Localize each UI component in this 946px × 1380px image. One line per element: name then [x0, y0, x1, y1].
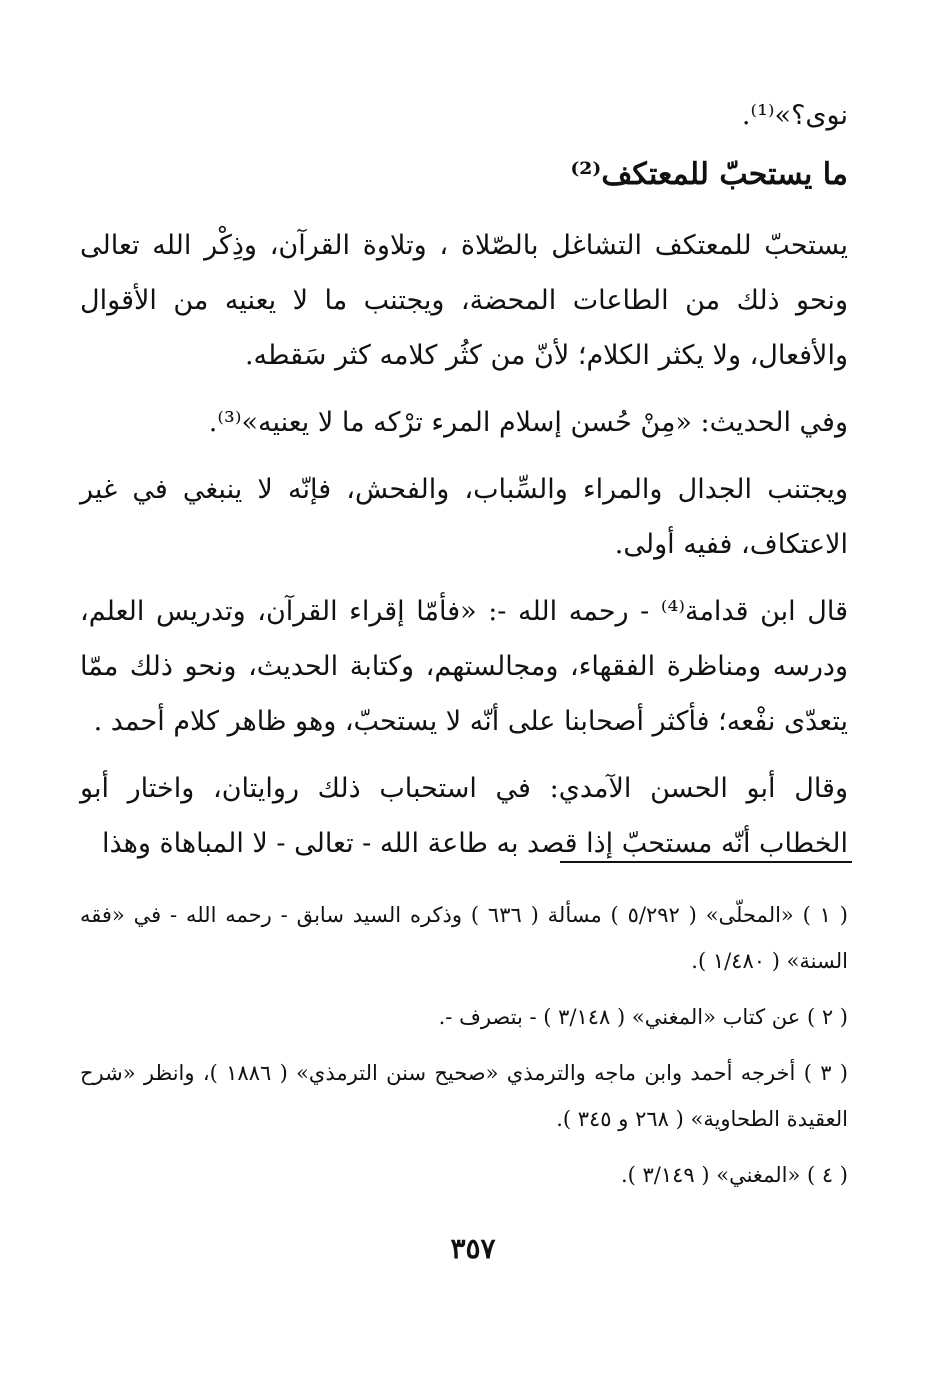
paragraph: ويجتنب الجدال والمراء والسِّباب، والفحش، فإنّه لا ينبغي في غير الاعتكاف، ففيه أولى.: [80, 474, 848, 560]
footnote-separator: [560, 861, 852, 863]
footnote: ( ١ ) «المحلّى» ( ٥/٢٩٢ ) مسألة ( ٦٣٦ ) وذكره السيد سابق - رحمه الله - في «فقه السنة» ( ١/٤٨٠ ).: [80, 903, 848, 973]
paragraph: وفي الحديث: «مِنْ حُسن إسلام المرء ترْكه ما لا يعنيه»⁽³⁾.: [208, 407, 848, 438]
footnote: ( ٢ ) عن كتاب «المغني» ( ٣/١٤٨ ) - بتصرف -.: [438, 1005, 848, 1029]
paragraph: قال ابن قدامة⁽⁴⁾ - رحمه الله -: «فأمّا إقراء القرآن، وتدريس العلم، ودرسه ومناظرة الفقهاء، ومجالستهم، وكتابة الحديث، ونحو ذلك ممّا يتعدّى نفْعه؛ فأكثر أصحابنا على أنّه لا يستحبّ، وهو ظاهر كلام أحمد .: [80, 596, 848, 737]
main-text: [80, 218, 848, 883]
section-heading: ما يستحبّ للمعتكف⁽²⁾: [570, 157, 848, 192]
paragraph: وقال أبو الحسن الآمدي: في استحباب ذلك روايتان، واختار أبو الخطاب أنّه مستحبّ إذا قصد به طاعة الله - تعالى - لا المباهاة وهذا: [80, 773, 848, 859]
footnote: ( ٣ ) أخرجه أحمد وابن ماجه والترمذي «صحيح سنن الترمذي» ( ١٨٨٦ )، وانظر «شرح العقيدة الطحاوية» ( ٢٦٨ و ٣٤٥ ).: [80, 1061, 848, 1131]
continuation-line: نوى؟»⁽¹⁾.: [741, 100, 848, 131]
paragraph: يستحبّ للمعتكف التشاغل بالصّلاة ، وتلاوة القرآن، وذِكْر الله تعالى ونحو ذلك من الطاعات المحضة، ويجتنب ما لا يعنيه من الأقوال والأفعال، ولا يكثر الكلام؛ لأنّ من كثُر كلامه كثر سَقطه.: [80, 230, 848, 371]
footnotes: [80, 892, 848, 1208]
page-number: ٣٥٧: [450, 1232, 496, 1265]
footnote: ( ٤ ) «المغني» ( ٣/١٤٩ ).: [620, 1163, 848, 1187]
